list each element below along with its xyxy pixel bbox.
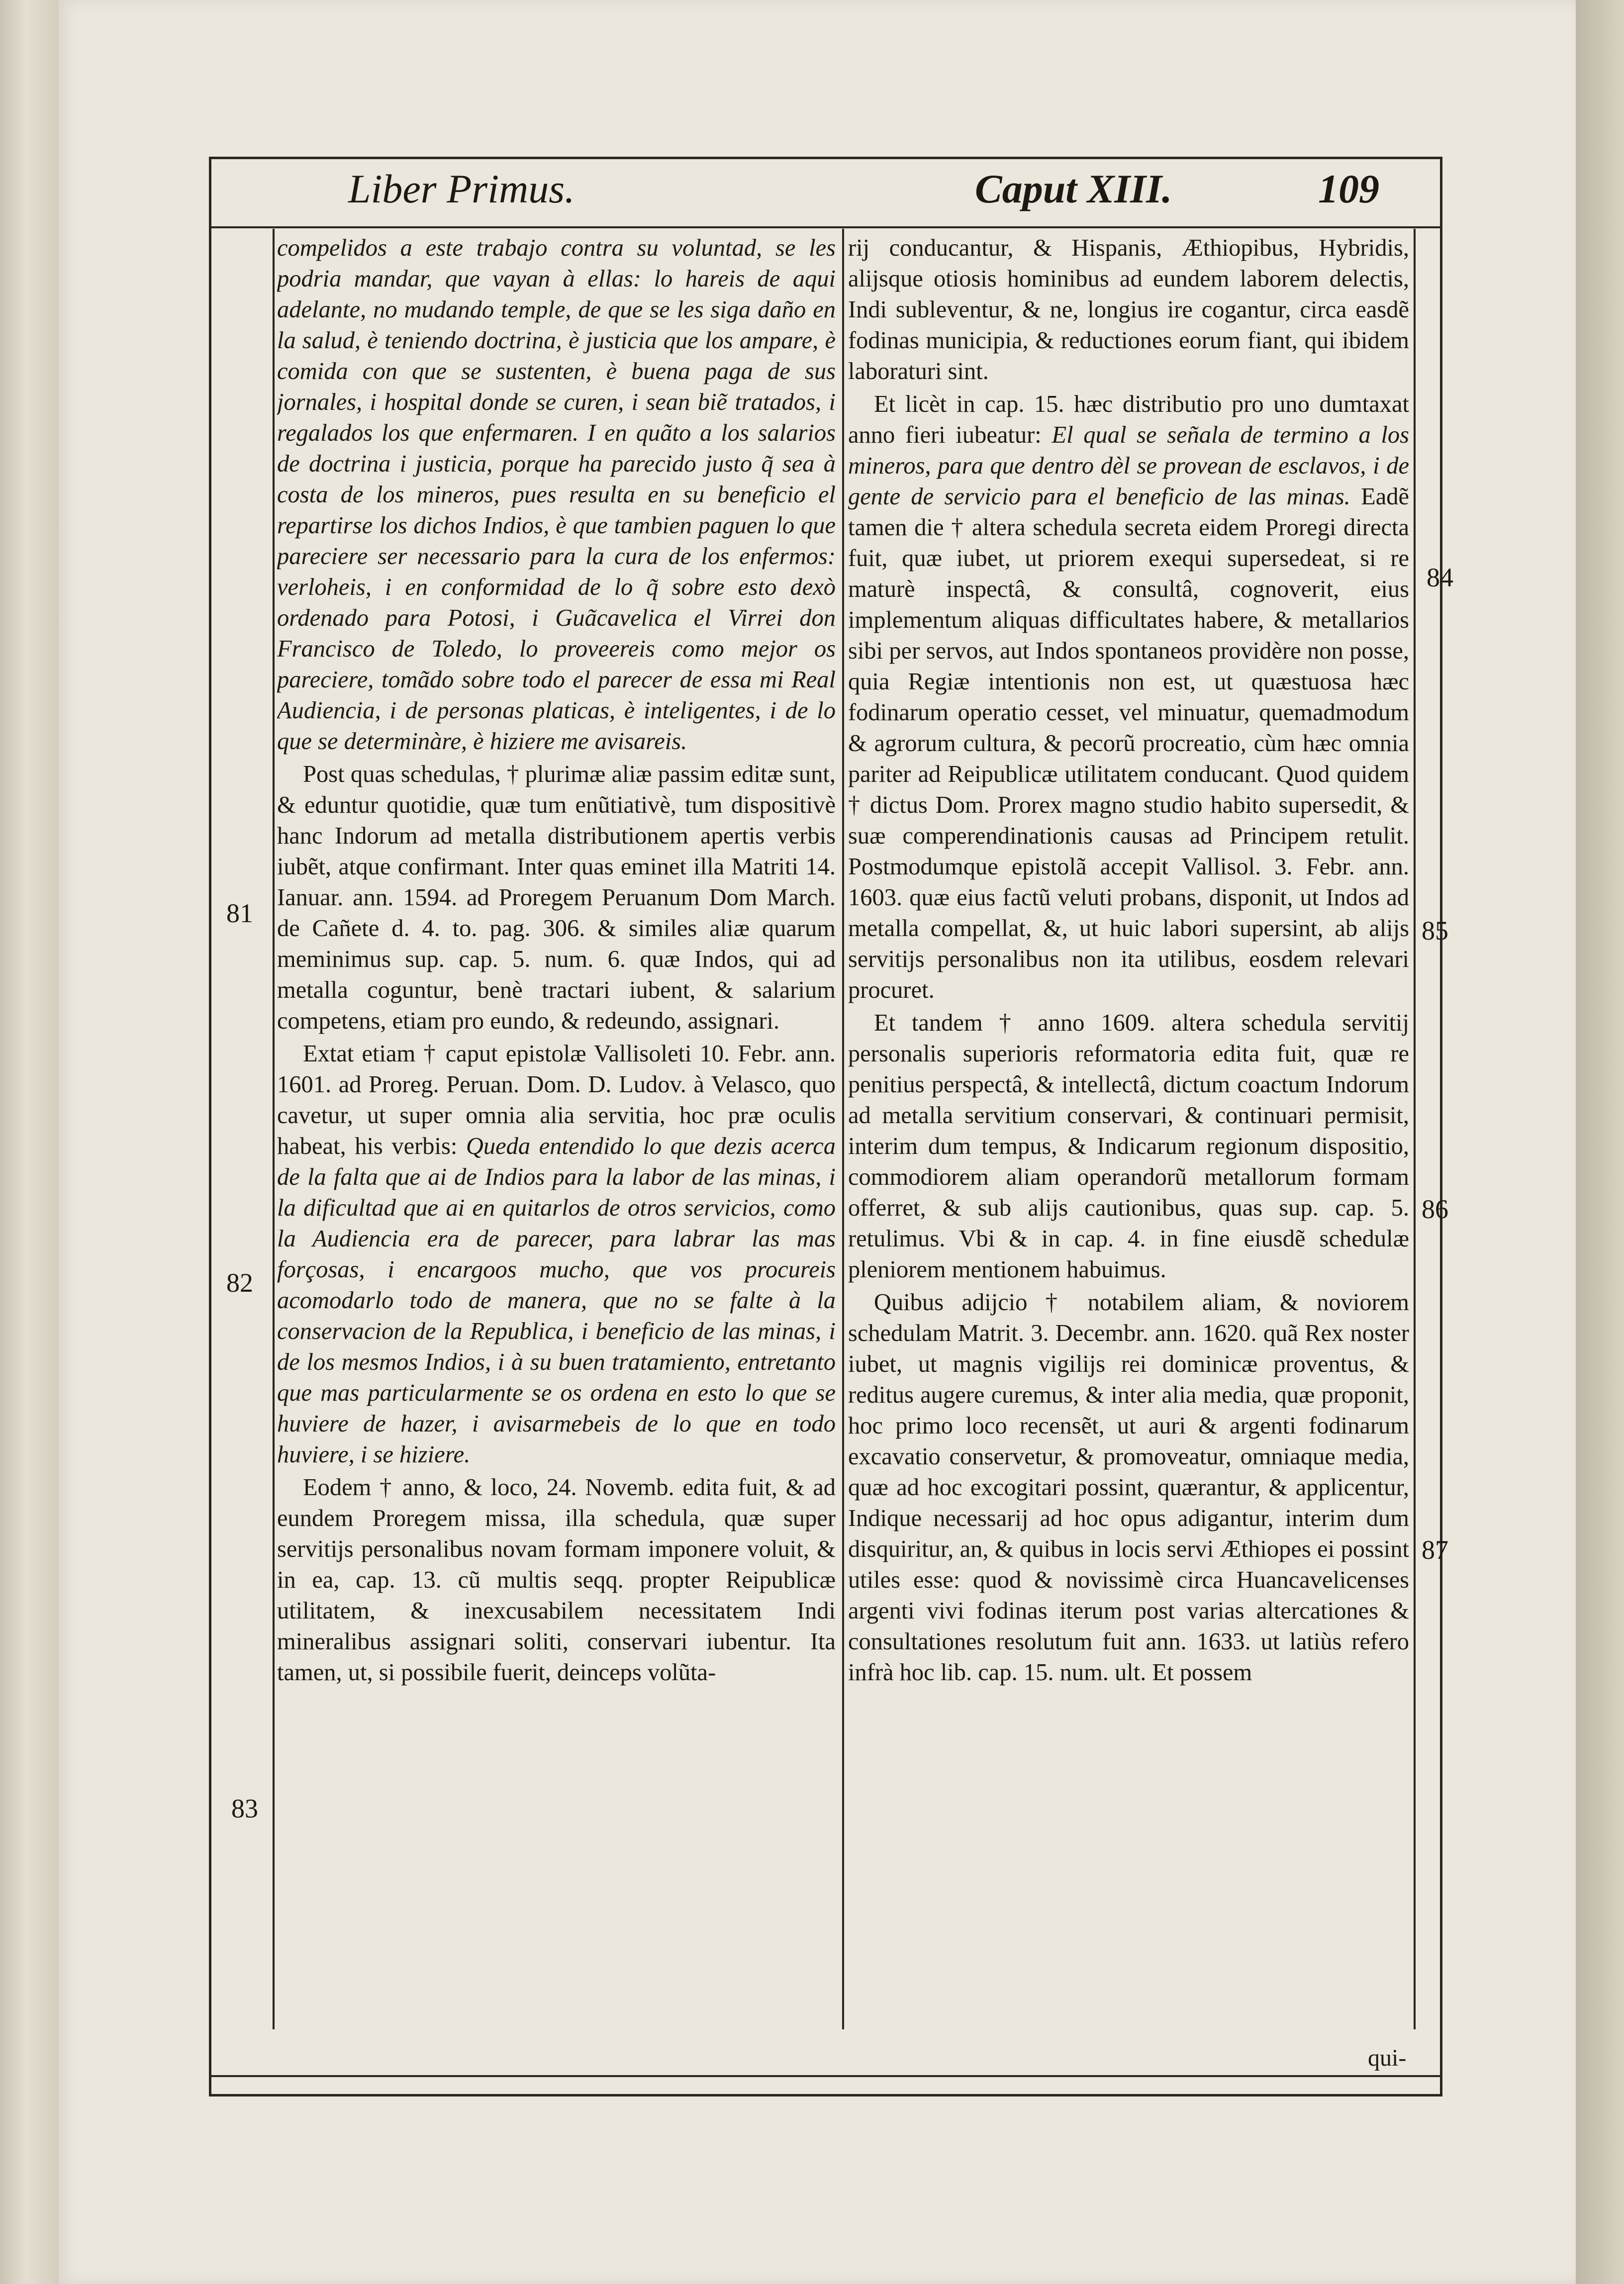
margin-number-83: 83 xyxy=(231,1794,258,1823)
margin-number-81: 81 xyxy=(226,898,253,928)
right-column xyxy=(848,233,1409,2023)
center-column-rule xyxy=(842,229,844,2029)
margin-number-84: 84 xyxy=(1427,563,1453,592)
paragraph-86: Et tandem † anno 1609. altera schedula servitij personalis superioris reformatoria edita fuit, quæ re penitius perspectâ, & intellectâ, dictum coactum Indorum ad metalla servitium conservari, & continuari permisit, interim dum tempus, & Indicarum regionum dispositio, commodiorem aliam operandorũ metallorum formam offerret, & sub alijs cautionibus, quas sup. cap. 5. retulimus. Vbi & in cap. 4. in fine eiusdẽ schedulæ pleniorem mentionem habuimus. xyxy=(848,1010,1409,1283)
margin-number-87: 87 xyxy=(1422,1535,1448,1565)
footer-rule xyxy=(209,2075,1442,2077)
header-rule xyxy=(209,226,1442,228)
running-head-chapter: Caput XIII. xyxy=(975,166,1172,211)
paragraph-84-spanish: El qual se señala de termino a los mineros, para que dentro dèl se provean de esclavos, i de gente de servicio para el beneficio de las minas. xyxy=(848,422,1409,510)
margin-number-85: 85 xyxy=(1422,916,1448,946)
paragraph-82-spanish: Queda entendido lo que dezis acerca de la falta que ai de Indios para la labor de las minas, i la dificultad que ai en quitarlos de otros servicios, como la Audiencia era de parecer, para labrar las mas forçosas, i encargoos mucho, que vos procureis acomodarlo todo de manera, que no se falte à la conservacion de la Republica, i beneficio de las minas, i de los mesmos Indios, i à su buen tratamiento, entretanto que mas particularmente se os ordena en esto lo que se huviere de hazer, i avisarmebeis de lo que en todo huviere, i se hiziere. xyxy=(277,1133,836,1468)
paragraph-81: Post quas schedulas, † plurimæ aliæ passim editæ sunt, & eduntur quotidie, quæ tum enũtiativè, tum dispositivè hanc Indorum ad metalla distributionem apertis verbis iubẽt, atque confirmant. Inter quas eminet illa Matriti 14. Ianuar. ann. 1594. ad Proregem Peruanum Dom March. de Cañete d. 4. to. pag. 306. & similes aliæ quarum meminimus sup. cap. 5. num. 6. quæ Indos, qui ad metalla coguntur, benè tractari iubent, & salarium competens, etiam pro eundo, & redeundo, assignari. xyxy=(277,761,836,1034)
margin-number-82: 82 xyxy=(226,1268,253,1298)
paragraph-continued: rij conducantur, & Hispanis, Æthiopibus, Hybridis, alijsque otiosis hominibus ad eundem laborem delectis, Indi subleventur, & ne, longius ire cogantur, circa easdẽ fodinas municipia, & reductiones eorum fiant, qui ibidem laboraturi sint. xyxy=(848,235,1409,384)
paragraph-84-latin-a: Et licèt in cap. 15. hæc distributio pro uno dumtaxat anno fieri iubeatur: xyxy=(848,391,1409,448)
paragraph-83: Eodem † anno, & loco, 24. Novemb. edita fuit, & ad eundem Proregem missa, illa schedula, quæ super servitijs personalibus novam formam imponere voluit, & in ea, cap. 13. cũ multis seqq. propter Reipublicæ utilitatem, & inexcusabilem necessitatem Indi mineralibus assignari soliti, conservari iubentur. Ita tamen, ut, si possibile fuerit, deinceps volũta- xyxy=(277,1474,836,1686)
right-column-rule xyxy=(1414,229,1416,2029)
paragraph-82-latin: Extat etiam † caput epistolæ Vallisoleti 10. Febr. ann. 1601. ad Proreg. Peruan. Dom. D. Ludov. à Velasco, quo cavetur, ut super omnia alia servitia, hoc præ oculis habeat, his verbis: xyxy=(277,1041,836,1159)
margin-number-86: 86 xyxy=(1422,1194,1448,1224)
left-column-rule xyxy=(273,229,275,2029)
page-number: 109 xyxy=(1318,166,1379,211)
paragraph-87: Quibus adijcio † notabilem aliam, & noviorem schedulam Matrit. 3. Decembr. ann. 1620. quã Rex noster iubet, ut magnis vigilijs rei dominicæ proventus, & reditus augere curemus, & inter alia media, quæ proponit, hoc primo loco recensẽt, ut auri & argenti fodinarum excavatio conservetur, & promoveatur, omniaque media, quæ ad hoc excogitari possint, quærantur, & applicentur, Indique necessarij ad hoc opus adigantur, interim dum disquiritur, an, & quibus in locis servi Æthiopes ei possint utiles esse: quod & novissimè circa Huancavelicenses argenti vivi fodinas iterum post varias altercationes & consultationes resolutum fuit ann. 1633. ut latiùs refero infrà hoc lib. cap. 15. num. ult. Et possem xyxy=(848,1289,1409,1686)
spanish-quotation: compelidos a este trabajo contra su voluntad, se les podria mandar, que vayan à ellas: lo hareis de aqui adelante, no mudando temple, de que se les siga daño en la salud, è teniendo doctrina, è justicia que los ampare, è comida con que se sustenten, è buena paga de sus jornales, i hospital donde se curen, i sean biẽ tratados, i regalados los que enfermaren. I en quãto a los salarios de doctrina i justicia, porque ha parecido justo q̃ sea à costa de los mineros, pues resulta en su beneficio el repartirse los dichos Indios, è que tambien paguen lo que pareciere ser necessario para la cura de los enfermos: verloheis, i en conformidad de lo q̃ sobre esto dexò ordenado para Potosi, i Guãcavelica el Virrei don Francisco de Toledo, lo proveereis como mejor os pareciere, tomãdo sobre todo el parecer de essa mi Real Audiencia, i de personas platicas, è inteligentes, i de lo que se determinàre, è hiziere me avisareis. xyxy=(277,235,836,755)
paragraph-84 xyxy=(848,389,1409,1006)
page-fore-edge xyxy=(1576,0,1624,2284)
paragraph-82 xyxy=(277,1039,836,1470)
left-column xyxy=(277,233,836,2023)
running-head-book: Liber Primus. xyxy=(348,166,575,211)
paragraph-84-latin-b: Eadẽ tamen die † altera schedula secreta eidem Proregi directa fuit, quæ iubet, ut priorem exequi supersedeat, si re maturè inspectâ, & consultâ, cognoverit, eius implementum aliquas difficultates habere, & metallarios sibi per servos, aut Indos spontaneos providère non posse, quia Regiæ intentionis non est, ut quæstuosa hæc fodinarum operatio cesset, vel minuatur, quemadmodum & agrorum cultura, & pecorũ procreatio, cùm hæc omnia pariter ad Reipublicæ utilitatem conducant. Quod quidem † dictus Dom. Prorex magno studio habito supersedit, & suæ comperendinationis causas ad Principem retulit. Postmodumque epistolã accepit Vallisol. 3. Febr. ann. 1603. quæ eius factũ veluti probans, disponit, ut Indos ad metalla compellat, &, ut huic labori supersint, ab alijs servitijs personalibus non ita utilibus, eosdem relevari procuret. xyxy=(848,483,1409,1003)
catchword: qui- xyxy=(1368,2045,1407,2071)
previous-page-edge xyxy=(0,0,59,2284)
